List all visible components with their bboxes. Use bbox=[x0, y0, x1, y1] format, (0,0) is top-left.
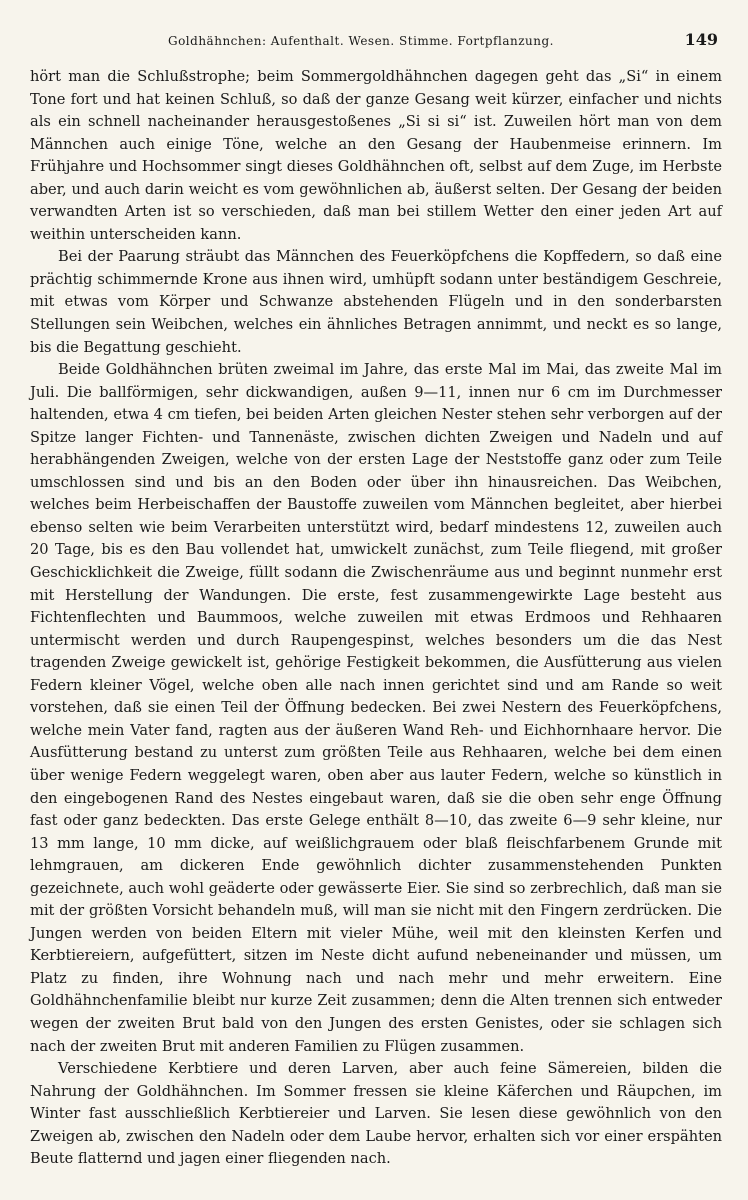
page-number: 149 bbox=[684, 30, 718, 49]
paragraph-3: Beide Goldhähnchen brüten zweimal im Jahre, das erste Mal im Mai, das zweite Mal im Juli. Die ballförmigen, sehr dickwandigen, außen 9—11, innen nur 6 cm im Durchmesser haltenden, etwa 4 cm tiefen, bei beiden Arten gleichen Nester stehen sehr verborgen auf der Spitze langer Fichten- und Tannenäste, zwischen dichten Zweigen und Nadeln und auf herabhängenden Zweigen, welche von der ersten Lage der Neststoffe ganz oder zum Teile umschlossen sind und bis an den Boden oder über ihn hinausreichen. Das Weibchen, welches beim Herbeischaffen der Baustoffe zuweilen vom Männchen begleitet, aber hierbei ebenso selten wie beim Verarbeiten unterstützt wird, bedarf mindestens 12, zuweilen auch 20 Tage, bis es den Bau vollendet hat, umwickelt zunächst, zum Teile fliegend, mit großer Geschicklichkeit die Zweige, füllt sodann die Zwischenräume aus und beginnt nunmehr erst mit Herstellung der Wandungen. Die erste, fest zusammengewirkte Lage besteht aus Fichtenflechten und Baummoos, welche zuweilen mit etwas Erdmoos und Rehhaaren untermischt werden und durch Raupengespinst, welches besonders um die das Nest tragenden Zweige gewickelt ist, gehörige Festigkeit bekommen, die Ausfütterung aus vielen Federn kleiner Vögel, welche oben alle nach innen gerichtet sind und am Rande so weit vorstehen, daß sie einen Teil der Öffnung bedecken. Bei zwei Nestern des Feuerköpfchens, welche mein Vater fand, ragten aus der äußeren Wand Reh- und Eichhornhaare hervor. Die Ausfütterung bestand zu unterst zum größten Teile aus Rehhaaren, welche bei dem einen über wenige Federn weggelegt waren, oben aber aus lauter Federn, welche so künstlich in den eingebogenen Rand des Nestes eingebaut waren, daß sie die oben sehr enge Öffnung fast oder ganz bedeckten. Das erste Gelege enthält 8—10, das zweite 6—9 sehr kleine, nur 13 mm lange, 10 mm dicke, auf weißlichgrauem oder blaß fleischfarbenem Grunde mit lehmgrauen, am dickeren Ende gewöhnlich dichter zusammenstehenden Punkten gezeichnete, auch wohl geäderte oder gewässerte Eier. Sie sind so zerbrechlich, daß man sie mit der größten Vorsicht behandeln muß, will man sie nicht mit den Fingern zerdrücken. Die Jungen werden von beiden Eltern mit vieler Mühe, weil mit den kleinsten Kerfen und Kerbtiereiern, aufgefüttert, sitzen im Neste dicht aufund nebeneinander und müssen, um Platz zu finden, ihre Wohnung nach und nach mehr und mehr erweitern. Eine Goldhähnchenfamilie bleibt nur kurze Zeit zusammen; denn die Alten trennen sich entweder wegen der zweiten Brut bald von den Jungen des ersten Genistes, oder sie schlagen sich nach der zweiten Brut mit anderen Familien zu Flügen zusammen. bbox=[30, 361, 722, 1055]
running-title: Goldhähnchen: Aufenthalt. Wesen. Stimme. Fortpflanzung. bbox=[168, 34, 554, 48]
body-text bbox=[30, 66, 722, 1171]
paragraph-2: Bei der Paarung sträubt das Männchen des Feuerköpfchens die Kopffedern, so daß eine prächtig schimmernde Krone aus ihnen wird, umhüpft sodann unter beständigem Geschreie, mit etwas vom Körper und Schwanze abstehenden Flügeln und in den sonderbarsten Stellungen sein Weibchen, welches ein ähnliches Betragen annimmt, und neckt es so lange, bis die Begattung geschieht. bbox=[30, 248, 722, 356]
paragraph-1: hört man die Schlußstrophe; beim Sommergoldhähnchen dagegen geht das „Si“ in einem Tone fort und hat keinen Schluß, so daß der ganze Gesang weit kürzer, einfacher und nichts als ein schnell nacheinander herausgestoßenes „Si si si“ ist. Zuweilen hört man von dem Männchen auch einige Töne, welche an den Gesang der Haubenmeise erinnern. Im Frühjahre und Hochsommer singt dieses Goldhähnchen oft, selbst auf dem Zuge, im Herbste aber, und auch darin weicht es vom gewöhnlichen ab, äußerst selten. Der Gesang der beiden verwandten Arten ist so verschieden, daß man bei stillem Wetter den einer jeden Art auf weithin unterscheiden kann. bbox=[30, 68, 722, 243]
paragraph-4: Verschiedene Kerbtiere und deren Larven, aber auch feine Sämereien, bilden die Nahrung der Goldhähnchen. Im Sommer fressen sie kleine Käferchen und Räupchen, im Winter fast ausschließlich Kerbtiereier und Larven. Sie lesen diese gewöhnlich von den Zweigen ab, zwischen den Nadeln oder dem Laube hervor, erhalten sich vor einer erspähten Beute flatternd und jagen einer fliegenden nach. bbox=[30, 1060, 722, 1168]
page-header bbox=[168, 30, 718, 56]
